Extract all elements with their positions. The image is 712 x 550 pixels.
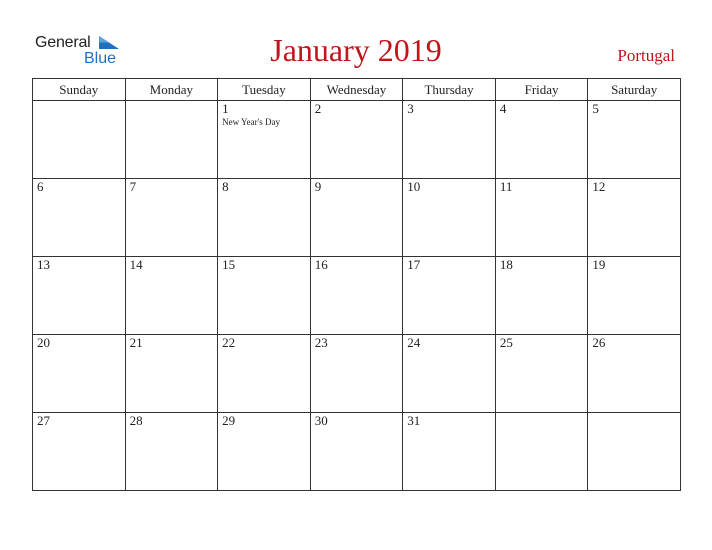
day-number: 2: [314, 101, 322, 116]
day-number: 21: [129, 335, 143, 350]
weekday-header: Sunday: [33, 79, 126, 101]
week-row: [33, 257, 681, 335]
weekday-header-row: [33, 79, 681, 101]
calendar-grid: [32, 78, 681, 491]
day-cell: [125, 101, 218, 179]
day-number: 19: [592, 257, 606, 272]
day-number: 7: [129, 179, 137, 194]
day-number: 4: [499, 101, 507, 116]
day-number: 10: [407, 179, 421, 194]
day-number: 15: [222, 257, 236, 272]
day-number: 17: [407, 257, 421, 272]
day-number: 30: [314, 413, 328, 428]
day-cell: [495, 101, 588, 179]
day-cell: [310, 335, 403, 413]
day-number: 26: [592, 335, 606, 350]
calendar-title: January 2019: [270, 32, 442, 68]
day-number: 11: [499, 179, 513, 194]
day-cell: [125, 335, 218, 413]
day-cell: [495, 413, 588, 491]
day-number: 27: [37, 413, 50, 428]
day-cell: [33, 101, 126, 179]
holiday-label: New Year's Day: [222, 117, 280, 127]
day-number: 14: [129, 257, 143, 272]
day-cell: [588, 101, 681, 179]
day-cell: [33, 179, 126, 257]
weekday-header: Thursday: [403, 79, 496, 101]
week-row: [33, 335, 681, 413]
day-cell: [403, 335, 496, 413]
day-cell: [495, 179, 588, 257]
weekday-header: Monday: [125, 79, 218, 101]
day-cell: [218, 101, 311, 179]
week-row: [33, 413, 681, 491]
day-cell: [403, 101, 496, 179]
day-number: 3: [407, 101, 414, 116]
day-cell: [588, 257, 681, 335]
day-cell: [33, 257, 126, 335]
day-cell: [310, 413, 403, 491]
day-cell: [218, 179, 311, 257]
brand-name-general: General: [35, 34, 91, 51]
day-cell: [125, 413, 218, 491]
day-cell: [310, 179, 403, 257]
weekday-header: Friday: [495, 79, 588, 101]
day-number: 5: [592, 101, 599, 116]
day-number: 9: [314, 179, 322, 194]
country-label: Portugal: [617, 46, 675, 65]
week-row: [33, 179, 681, 257]
day-number: 13: [37, 257, 50, 272]
day-number: 12: [592, 179, 606, 194]
day-cell: [218, 335, 311, 413]
week-row: [33, 101, 681, 179]
day-number: 28: [129, 413, 143, 428]
day-number: 16: [314, 257, 328, 272]
day-number: 20: [37, 335, 50, 350]
day-number: 6: [37, 179, 44, 194]
day-cell: [33, 413, 126, 491]
day-cell: [310, 101, 403, 179]
day-number: 24: [407, 335, 421, 350]
day-number: 23: [314, 335, 328, 350]
day-cell: [33, 335, 126, 413]
day-cell: [588, 179, 681, 257]
day-number: 1: [222, 101, 229, 116]
weekday-header: Wednesday: [310, 79, 403, 101]
day-cell: [588, 335, 681, 413]
day-number: 29: [222, 413, 236, 428]
weekday-header: Tuesday: [218, 79, 311, 101]
day-cell: [125, 179, 218, 257]
day-cell: [403, 413, 496, 491]
weekday-header: Saturday: [588, 79, 681, 101]
day-number: 22: [222, 335, 236, 350]
day-number: 18: [499, 257, 513, 272]
day-number: 8: [222, 179, 229, 194]
day-cell: [403, 179, 496, 257]
day-cell: [495, 257, 588, 335]
brand-name-blue: Blue: [84, 50, 117, 67]
day-cell: [403, 257, 496, 335]
day-cell: [218, 413, 311, 491]
day-cell: [588, 413, 681, 491]
day-number: 25: [499, 335, 513, 350]
day-cell: [495, 335, 588, 413]
day-cell: [218, 257, 311, 335]
day-number: 31: [407, 413, 421, 428]
day-cell: [125, 257, 218, 335]
day-cell: [310, 257, 403, 335]
